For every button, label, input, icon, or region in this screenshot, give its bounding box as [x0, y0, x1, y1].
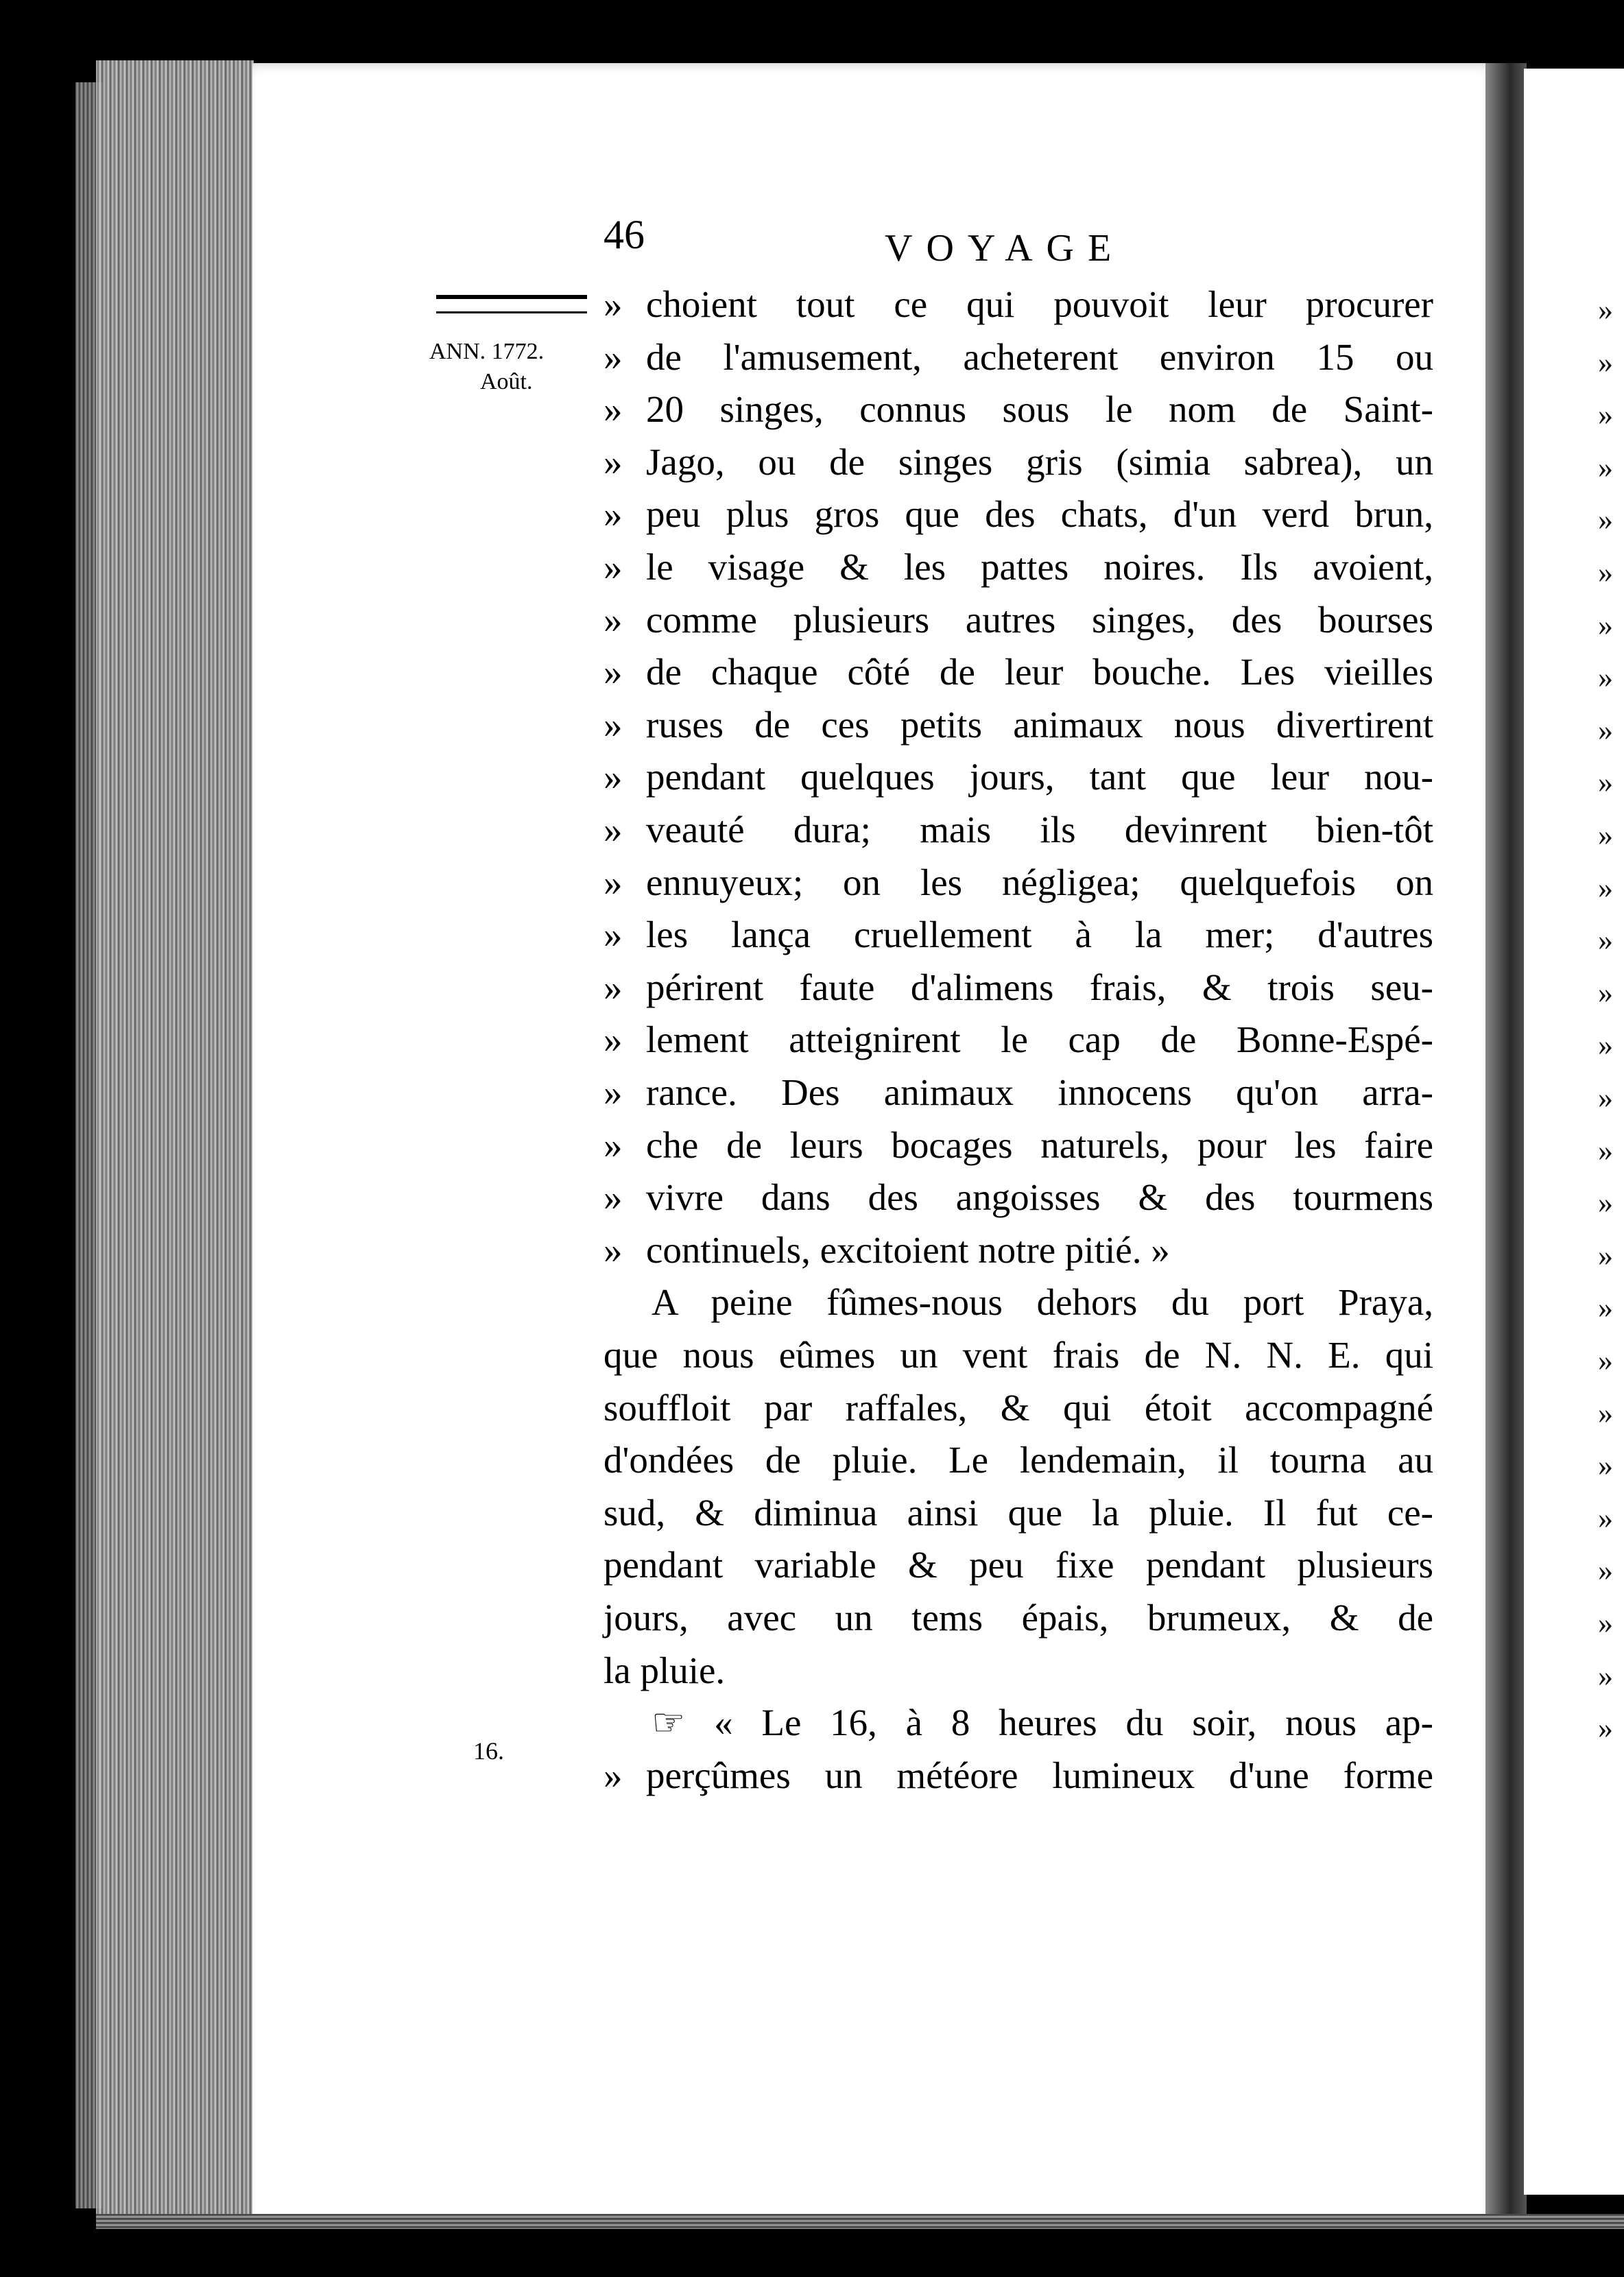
facing-quote-mark: »	[1598, 1553, 1613, 1588]
line-text: jours, avec un tems épais, brumeux, & de	[604, 1597, 1433, 1638]
text-line	[604, 700, 1433, 750]
book-bottom-edge	[96, 2214, 1624, 2229]
line-text: souffloit par raffales, & qui étoit accompagné	[604, 1386, 1433, 1429]
facing-quote-mark: »	[1598, 818, 1613, 852]
line-text: A peine fûmes-nous dehors du port Praya,	[652, 1281, 1433, 1324]
text-line	[604, 1646, 1433, 1695]
facing-quote-mark: »	[1598, 1396, 1613, 1430]
facing-quote-mark: »	[1598, 503, 1613, 537]
facing-quote-mark: »	[1598, 1028, 1613, 1062]
facing-quote-mark: »	[1598, 1501, 1613, 1535]
line-text: Jago, ou de singes gris (simia sabrea), un	[646, 440, 1433, 483]
margin-note-year: ANN. 1772.	[429, 339, 545, 364]
text-line	[604, 805, 1433, 855]
line-text: de chaque côté de leur bouche. Les vieilles	[646, 651, 1433, 693]
line-text: perçûmes un météore lumineux d'une forme	[646, 1754, 1433, 1796]
line-text: ennuyeux; on les négligea; quelquefois on	[646, 861, 1433, 903]
line-text: d'ondées de pluie. Le lendemain, il tourna au	[604, 1439, 1433, 1481]
facing-page	[1524, 69, 1624, 2195]
quote-mark: »	[604, 703, 623, 746]
text-line	[604, 490, 1433, 539]
text-line	[604, 1331, 1433, 1380]
text-line	[604, 333, 1433, 382]
quote-mark: »	[604, 546, 623, 588]
line-text: lement atteignirent le cap de Bonne-Espé-	[646, 1018, 1433, 1061]
text-line	[604, 858, 1433, 907]
facing-quote-mark: »	[1598, 1081, 1613, 1114]
facing-quote-mark: »	[1598, 870, 1613, 905]
line-text: che de leurs bocages naturels, pour les faire	[646, 1123, 1433, 1166]
line-text: le visage & les pattes noires. Ils avoient,	[646, 546, 1433, 588]
text-line	[604, 543, 1433, 592]
quote-mark: »	[604, 1123, 623, 1166]
line-text: les lança cruellement à la mer; d'autres	[646, 914, 1433, 956]
book-page-edges	[96, 60, 254, 2221]
quote-mark: »	[604, 914, 623, 956]
facing-quote-mark: »	[1598, 1291, 1613, 1325]
facing-quote-mark: »	[1598, 398, 1613, 432]
facing-quote-mark: »	[1598, 1711, 1613, 1745]
facing-quote-mark: »	[1598, 450, 1613, 484]
facing-quote-mark: »	[1598, 608, 1613, 642]
text-line	[604, 1383, 1433, 1433]
line-text: sud, & diminua ainsi que la pluie. Il fut ce-	[604, 1491, 1433, 1534]
quote-mark: »	[604, 1071, 623, 1113]
margin-note-month: Août.	[480, 369, 533, 394]
line-text: veauté dura; mais ils devinrent bien-tôt	[646, 809, 1433, 850]
quote-mark: »	[604, 966, 623, 1008]
facing-quote-mark: »	[1598, 1186, 1613, 1220]
line-text: la pluie.	[604, 1649, 726, 1691]
text-line	[604, 1751, 1433, 1800]
facing-quote-mark: »	[1598, 1133, 1613, 1167]
facing-quote-mark: »	[1598, 1606, 1613, 1640]
quote-mark: »	[604, 1176, 623, 1219]
facing-quote-mark: »	[1598, 660, 1613, 695]
text-line	[604, 910, 1433, 959]
quote-mark: »	[604, 388, 623, 431]
line-text: peu plus gros que des chats, d'un verd brun,	[646, 493, 1433, 536]
text-line	[604, 1698, 1433, 1748]
line-text: 20 singes, connus sous le nom de Saint-	[646, 388, 1433, 431]
quote-mark: »	[604, 1018, 623, 1061]
line-text: pendant variable & peu fixe pendant plusieurs	[604, 1544, 1433, 1586]
text-line	[604, 1593, 1433, 1643]
facing-quote-mark: »	[1598, 975, 1613, 1010]
text-line	[604, 595, 1433, 645]
quote-mark: »	[604, 756, 623, 798]
text-line	[604, 1488, 1433, 1538]
facing-quote-mark: »	[1598, 1238, 1613, 1272]
text-line	[604, 647, 1433, 697]
text-line	[604, 1121, 1433, 1170]
line-text: que nous eûmes un vent frais de N. N. E. qui	[604, 1334, 1433, 1376]
line-text: choient tout ce qui pouvoit leur procurer	[646, 283, 1433, 325]
line-text: continuels, excitoient notre pitié. »	[646, 1228, 1170, 1271]
quote-mark: »	[604, 809, 623, 850]
facing-quote-mark: »	[1598, 345, 1613, 379]
text-line	[604, 438, 1433, 487]
margin-note-day: 16.	[473, 1737, 504, 1765]
line-text: vivre dans des angoisses & des tourmens	[646, 1176, 1433, 1219]
text-line	[604, 385, 1433, 434]
quote-mark: »	[604, 861, 623, 903]
quote-mark: »	[604, 440, 623, 483]
text-line	[604, 963, 1433, 1012]
quote-mark: »	[604, 493, 623, 536]
line-text: rance. Des animaux innocens qu'on arra-	[646, 1071, 1433, 1113]
text-line	[604, 280, 1433, 329]
facing-quote-mark: »	[1598, 1344, 1613, 1377]
line-text: périrent faute d'alimens frais, & trois seu-	[646, 966, 1433, 1008]
margin-ornament-rule	[436, 295, 587, 313]
facing-quote-mark: »	[1598, 1658, 1613, 1693]
quote-mark: »	[604, 1754, 623, 1796]
facing-quote-mark: »	[1598, 556, 1613, 589]
facing-quote-mark: »	[1598, 713, 1613, 747]
quote-mark: »	[604, 283, 623, 325]
text-line	[604, 1173, 1433, 1222]
line-text: comme plusieurs autres singes, des bourses	[646, 598, 1433, 641]
quote-mark: »	[604, 598, 623, 641]
facing-quote-mark: »	[1598, 765, 1613, 800]
facing-quote-mark: »	[1598, 1449, 1613, 1483]
facing-quote-mark: »	[1598, 293, 1613, 326]
text-line	[604, 752, 1433, 802]
line-text: ruses de ces petits animaux nous divertirent	[646, 703, 1433, 746]
page-number: 46	[604, 212, 645, 257]
line-text: ☞ « Le 16, à 8 heures du soir, nous ap-	[652, 1702, 1433, 1744]
facing-quote-mark: »	[1598, 923, 1613, 957]
text-line	[604, 1226, 1433, 1275]
text-line	[604, 1015, 1433, 1064]
quote-mark: »	[604, 651, 623, 693]
quote-mark: »	[604, 335, 623, 378]
text-line	[604, 1278, 1433, 1327]
text-line	[604, 1068, 1433, 1117]
line-text: pendant quelques jours, tant que leur nou-	[646, 756, 1433, 798]
book-gutter	[1485, 63, 1527, 2229]
running-title: VOYAGE	[885, 227, 1125, 270]
line-text: de l'amusement, acheterent environ 15 ou	[646, 335, 1433, 378]
quote-mark: »	[604, 1228, 623, 1271]
text-line	[604, 1540, 1433, 1590]
text-line	[604, 1435, 1433, 1485]
